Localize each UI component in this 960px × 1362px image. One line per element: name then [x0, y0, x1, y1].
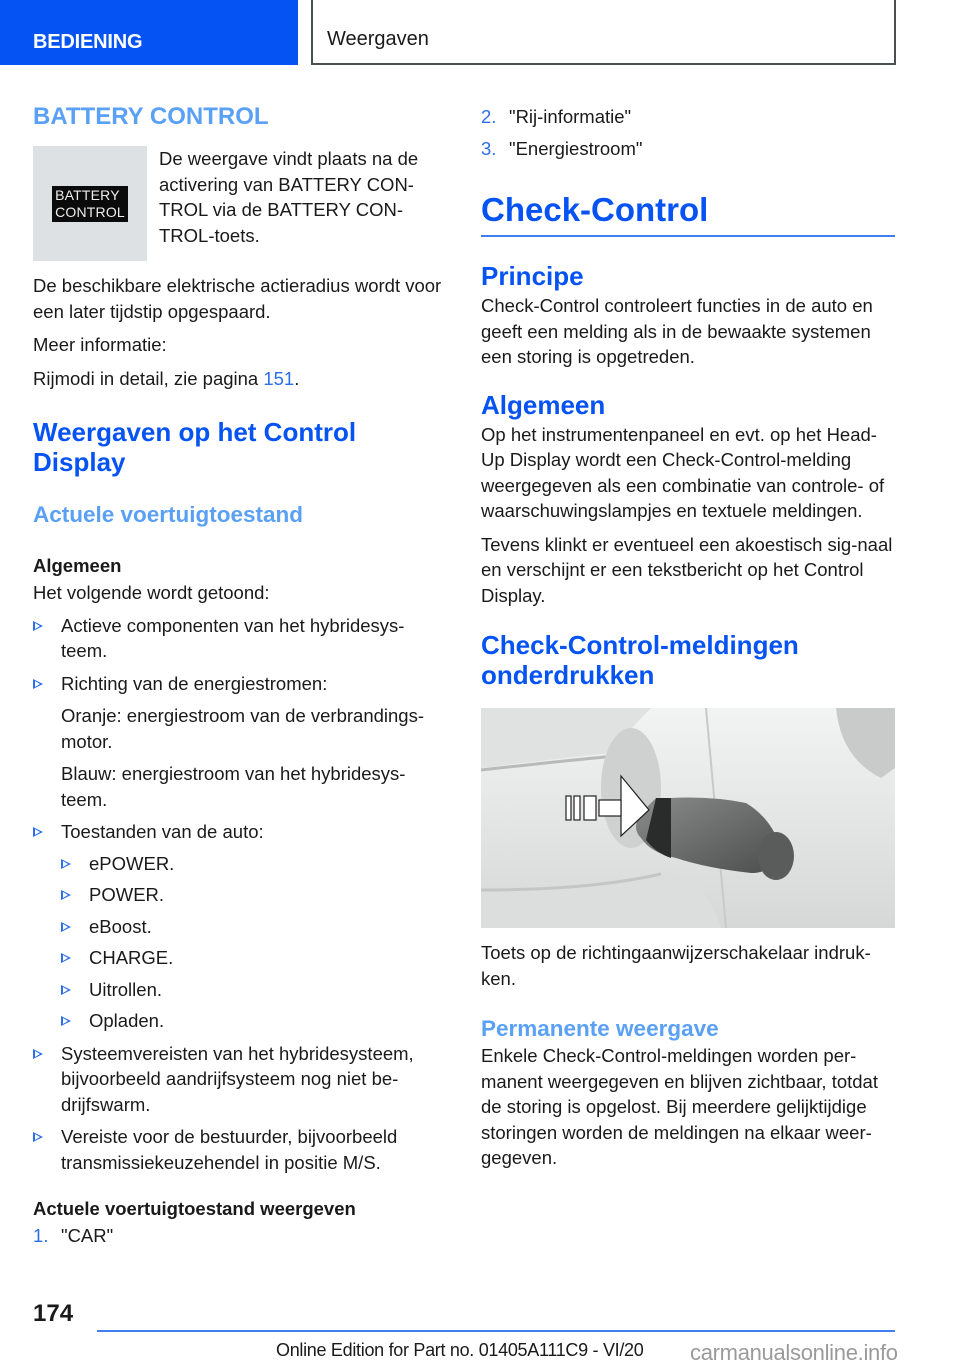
section-heading: Weergaven op het Control Display: [33, 417, 357, 477]
list-item: [33, 671, 443, 813]
steps-list: [33, 1223, 443, 1249]
page-number: 174: [33, 1300, 74, 1327]
right-column: [481, 100, 895, 1171]
triangle-bullet-icon: [61, 890, 71, 900]
list-item: [33, 1124, 443, 1175]
paragraph: Op het instrumentenpaneel en evt. op het Head-Up Display wordt een Check-Control-melding weergegeven als een combinatie van controle- of waarschuwingslampjes en textuele meldingen.: [481, 423, 885, 521]
key-line-2: CONTROL: [55, 203, 125, 220]
list-item-text: Vereiste voor de bestuurder, bijvoorbeeld transmissiekeuzehendel in positie M/S.: [61, 1126, 398, 1173]
section-heading: Algemeen: [481, 389, 606, 420]
turn-signal-stalk-illustration: [481, 708, 895, 928]
list-item: [61, 914, 443, 940]
edition-info: Online Edition for Part no. 01405A111C9 - VI/20: [276, 1340, 644, 1360]
step-text: "CAR": [61, 1225, 114, 1246]
heading-divider: [481, 235, 895, 237]
triangle-bullet-icon: [61, 922, 71, 932]
list-item-text: POWER.: [89, 884, 165, 905]
step-number: 3.: [481, 137, 497, 159]
triangle-bullet-icon: [61, 953, 71, 963]
step-item: [33, 1223, 443, 1249]
list-item: [33, 1041, 443, 1118]
triangle-bullet-icon: [33, 1132, 43, 1142]
battery-control-key-icon: [52, 186, 128, 222]
triangle-bullet-icon: [33, 679, 43, 689]
step-item: [481, 136, 895, 162]
steps-list-continued: [481, 104, 895, 161]
list-item-text: ePOWER.: [89, 852, 175, 874]
chapter-tab: [311, 0, 896, 65]
watermark: carmanualsonline.info: [690, 1340, 898, 1362]
list-item: [61, 1008, 443, 1034]
list-item: [61, 882, 443, 908]
reference-text: Rijmodi in detail, zie pagina: [33, 367, 264, 389]
paragraph: Enkele Check-Control-meldingen worden per-manent weergegeven en blijven zichtbaar, totdat de storing is opgelost. Bij meerdere gelijktijdige storingen worden de meldingen na elkaar weer-gegeven.: [481, 1045, 878, 1168]
subsection-heading: Actuele voertuigtoestand: [33, 502, 304, 527]
triangle-bullet-icon: [61, 985, 71, 995]
list-item-text: Toestanden van de auto:: [61, 821, 264, 842]
reference-suffix: .: [294, 367, 300, 389]
section-label: BEDIENING: [33, 31, 143, 53]
stalk-button-illustration-icon: [481, 708, 895, 928]
list-item: [61, 977, 443, 1003]
feature-list: [33, 613, 443, 1176]
paragraph-heading: Actuele voertuigtoestand weergeven: [33, 1198, 356, 1219]
page-link[interactable]: 151: [263, 367, 295, 389]
paragraph: Het volgende wordt getoond:: [33, 582, 270, 603]
cross-reference: [33, 366, 443, 392]
triangle-bullet-icon: [33, 1049, 43, 1059]
key-line-1: BATTERY: [55, 186, 120, 203]
left-column: [33, 100, 443, 1249]
triangle-bullet-icon: [61, 1016, 71, 1026]
triangle-bullet-icon: [33, 827, 43, 837]
list-item-text: Actieve componenten van het hybridesys-teem.: [61, 614, 405, 661]
list-item-text: Opladen.: [89, 1010, 165, 1031]
list-item-detail: Oranje: energiestroom van de verbrandings-motor.: [61, 705, 424, 752]
triangle-bullet-icon: [61, 859, 71, 869]
step-text: "Rij-informatie": [509, 106, 632, 127]
vehicle-states-list: [61, 851, 443, 1034]
section-heading: Principe: [481, 261, 584, 291]
step-item: [481, 104, 895, 130]
step-number: 1.: [33, 1225, 49, 1246]
battery-control-button-image: [33, 146, 147, 261]
battery-control-row: [33, 146, 443, 261]
list-item-text: CHARGE.: [89, 947, 174, 968]
list-item-detail: Blauw: energiestroom van het hybridesys-teem.: [61, 763, 406, 810]
section-tab: [0, 0, 298, 65]
list-item-text: Uitrollen.: [89, 978, 162, 1000]
list-item: [61, 945, 443, 971]
paragraph: Meer informatie:: [33, 334, 167, 355]
chapter-heading: Check-Control: [481, 191, 709, 228]
paragraph: Check-Control controleert functies in de auto en geeft een melding als in de bewaakte systemen een storing is opgetreden.: [481, 295, 873, 367]
list-item: [33, 819, 443, 1034]
battery-control-text: De weergave vindt plaats na de activering van BATTERY CON-TROL via de BATTERY CON-TROL-toets.: [159, 148, 419, 246]
section-heading: Check-Control-meldingen onderdrukken: [481, 630, 799, 690]
step-text: "Energiestroom": [509, 137, 643, 159]
step-number: 2.: [481, 106, 497, 127]
paragraph: Tevens klinkt er eventueel een akoestisch sig-naal en verschijnt er een tekstbericht op het Control Display.: [481, 533, 893, 606]
list-item-text: eBoost.: [89, 915, 152, 937]
chapter-label: Weergaven: [327, 28, 429, 50]
list-item: [61, 851, 443, 877]
battery-control-heading: BATTERY CONTROL: [33, 103, 269, 130]
illustration-caption: Toets op de richtingaanwijzerschakelaar indruk-ken.: [481, 942, 871, 989]
paragraph-heading: Algemeen: [33, 555, 122, 576]
list-item: [33, 613, 443, 664]
list-item-text: Systeemvereisten van het hybridesysteem, bijvoorbeeld aandrijfsysteem nog niet be-drijfswarm.: [61, 1042, 414, 1115]
list-item-text: Richting van de energiestromen:: [61, 672, 328, 694]
triangle-bullet-icon: [33, 621, 43, 631]
footer-divider: [97, 1330, 895, 1332]
subsection-heading: Permanente weergave: [481, 1016, 719, 1041]
paragraph: De beschikbare elektrische actieradius wordt voor een later tijdstip opgespaard.: [33, 275, 442, 322]
